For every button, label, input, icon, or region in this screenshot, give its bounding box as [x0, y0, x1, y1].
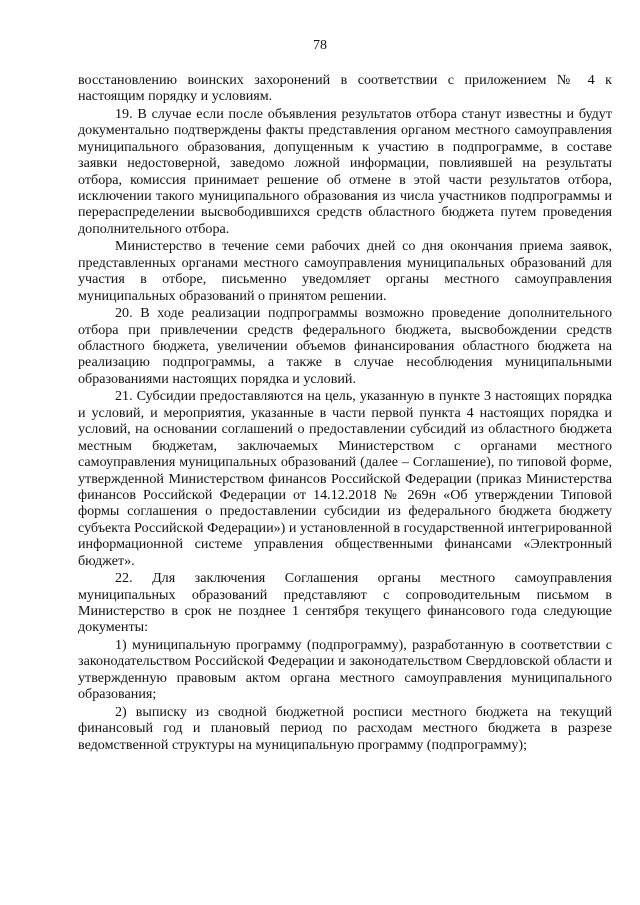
document-body [78, 72, 612, 754]
page-number: 78 [313, 38, 327, 53]
list-item-2: 2) выписку из сводной бюджетной росписи местного бюджета на текущий финансовый год и плановый период по расходам местного бюджета в разрезе ведомственной структуры на муниципальную программу (подпрограмму); [78, 703, 612, 753]
paragraph-item-20: 20. В ходе реализации подпрограммы возможно проведение дополнительного отбора при привлечении средств федерального бюджета, высвобождении средств областного бюджета, увеличении объемов финансирования областного бюджета на реализацию подпрограммы, а также в случае несоблюдения муниципальными образованиями настоящих порядка и условий. [78, 305, 612, 387]
paragraph-ministry-notice: Министерство в течение семи рабочих дней со дня окончания приема заявок, представленных органами местного самоуправления муниципальных образований для участия в отборе, письменно уведомляет органы местного самоуправления муниципальных образований о принятом решении. [78, 238, 612, 304]
paragraph-item-21: 21. Субсидии предоставляются на цель, указанную в пункте 3 настоящих порядка и условий, и мероприятия, указанные в части первой пункта 4 настоящих порядка и условий, на основании соглашений о предоставлении субсидий из областного бюджета местным бюджетам, заключаемых Министерством с органами местного самоуправления муниципальных образований (далее – Соглашение), по типовой форме, утвержденной Министерством финансов Российской Федерации (приказ Министерства финансов Российской Федерации от 14.12.2018 № 269н «Об утверждении Типовой формы соглашения о предоставлении субсидии из федерального бюджета бюджету субъекта Российской Федерации») и установленной в государственной интегрированной информационной системе управления общественными финансами «Электронный бюджет». [78, 388, 612, 569]
list-item-1: 1) муниципальную программу (подпрограмму), разработанную в соответствии с законодательством Российской Федерации и законодательством Свердловской области и утвержденную правовым актом органа местного самоуправления муниципального образования; [78, 636, 612, 703]
paragraph-item-19: 19. В случае если после объявления результатов отбора станут известны и будут документально подтверждены факты представления органом местного самоуправления муниципального образования, допущенным к участию в подпрограмме, в составе заявки недостоверной, заведомо ложной информации, повлиявшей на результаты отбора, комиссия принимает решение об отмене в этой части результатов отбора, исключении такого муниципального образования из числа участников подпрограммы и перераспределении высвободившихся средств областного бюджета путем проведения дополнительного отбора. [78, 106, 612, 237]
paragraph-item-22: 22. Для заключения Соглашения органы местного самоуправления муниципальных образований представляют с сопроводительным письмом в Министерство в срок не позднее 1 сентября текущего финансового года следующие документы: [78, 570, 612, 636]
paragraph-continuation: восстановлению воинских захоронений в соответствии с приложением № 4 к настоящим порядку и условиям. [78, 72, 612, 105]
